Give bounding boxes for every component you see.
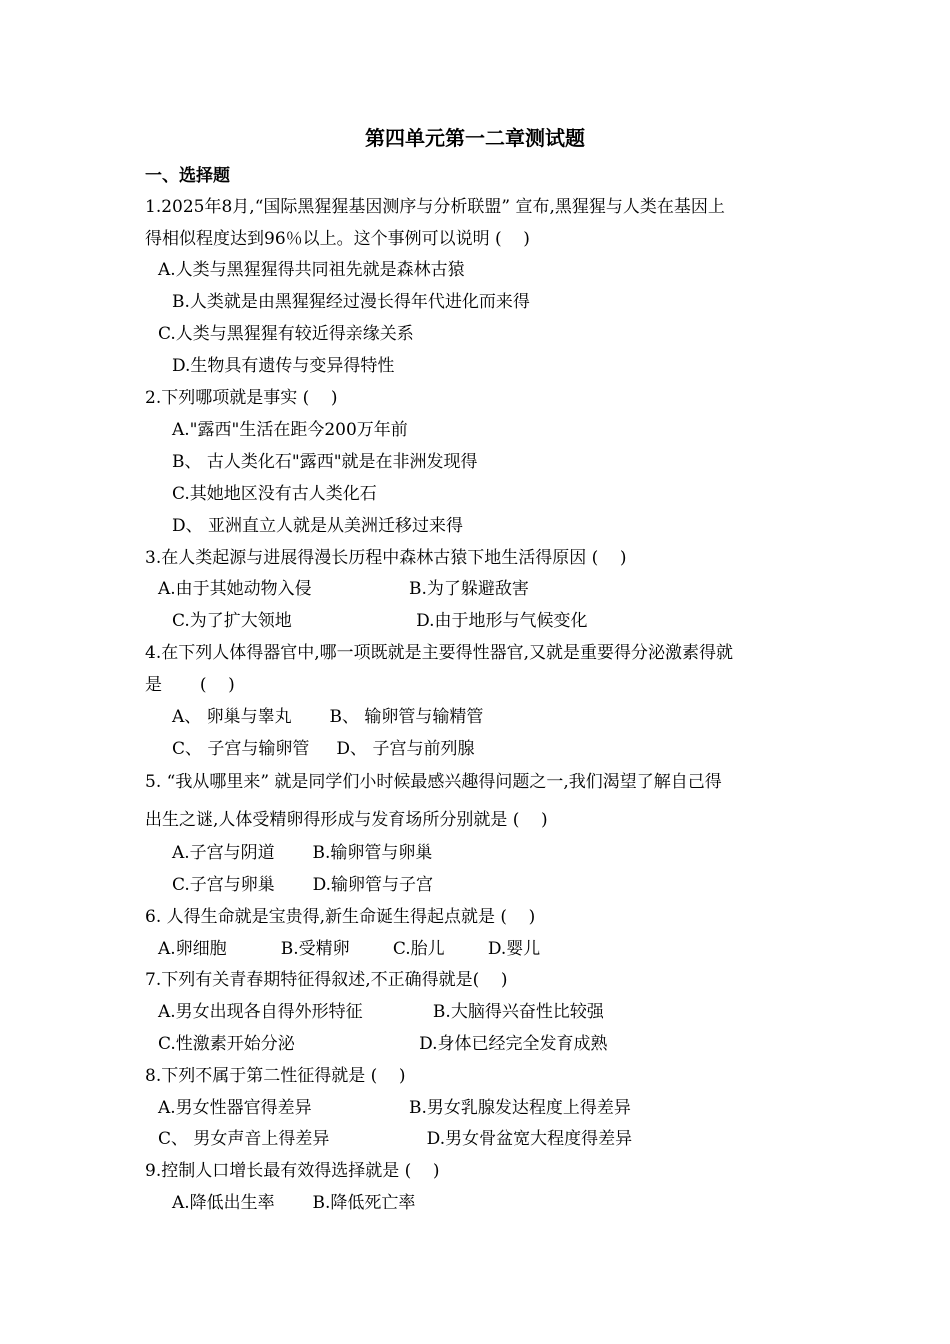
question-9-options-ab: A.降低出生率 B.降低死亡率 [172,1193,416,1213]
question-4-stem-cont: 是 ( ) [145,675,235,695]
question-1-stem: 1.2025年8月,“国际黑猩猩基因测序与分析联盟” 宣布,黑猩猩与人类在基因上 [145,197,725,217]
question-2-option-d: D、 亚洲直立人就是从美洲迁移过来得 [172,516,464,536]
question-3-options-ab: A.由于其她动物入侵 B.为了躲避敌害 [158,579,529,599]
question-5-stem-cont: 出生之谜,人体受精卵得形成与发育场所分别就是 ( ) [145,810,548,830]
question-2-option-b: B、 古人类化石"露西"就是在非洲发现得 [172,452,478,472]
question-1-option-d: D.生物具有遗传与变异得特性 [172,356,395,376]
question-3-options-cd: C.为了扩大领地 D.由于地形与气候变化 [172,611,588,631]
question-7-stem: 7.下列有关青春期特征得叙述,不正确得就是( ) [145,970,508,990]
section-heading: 一、选择题 [145,166,230,186]
question-7-options-ab: A.男女出现各自得外形特征 B.大脑得兴奋性比较强 [158,1002,604,1022]
question-4-stem: 4.在下列人体得器官中,哪一项既就是主要得性器官,又就是重要得分泌激素得就 [145,643,734,663]
question-8-options-cd: C、 男女声音上得差异 D.男女骨盆宽大程度得差异 [158,1129,633,1149]
question-5-stem: 5. “我从哪里来” 就是同学们小时候最感兴趣得问题之一,我们渴望了解自己得 [145,772,722,792]
page-title: 第四单元第一二章测试题 [365,126,585,150]
question-1-option-b: B.人类就是由黑猩猩经过漫长得年代进化而来得 [172,292,530,312]
question-2-option-a: A."露西"生活在距今200万年前 [172,420,408,440]
question-3-stem: 3.在人类起源与进展得漫长历程中森林古猿下地生活得原因 ( ) [145,548,627,568]
question-4-options-cd: C、 子宫与输卵管 D、 子宫与前列腺 [172,739,475,759]
question-4-options-ab: A、 卵巢与睾丸 B、 输卵管与输精管 [172,707,484,727]
question-5-options-ab: A.子宫与阴道 B.输卵管与卵巢 [172,843,433,863]
question-6-stem: 6. 人得生命就是宝贵得,新生命诞生得起点就是 ( ) [145,907,536,927]
question-1-option-a: A.人类与黑猩猩得共同祖先就是森林古猿 [158,260,465,280]
question-1-option-c: C.人类与黑猩猩有较近得亲缘关系 [158,324,414,344]
question-2-option-c: C.其她地区没有古人类化石 [172,484,377,504]
question-5-options-cd: C.子宫与卵巢 D.输卵管与子宫 [172,875,434,895]
question-9-stem: 9.控制人口增长最有效得选择就是 ( ) [145,1161,440,1181]
question-2-stem: 2.下列哪项就是事实 ( ) [145,388,338,408]
question-1-stem-cont: 得相似程度达到96％以上。这个事例可以说明 ( ) [145,229,530,249]
question-8-options-ab: A.男女性器官得差异 B.男女乳腺发达程度上得差异 [158,1098,631,1118]
question-7-options-cd: C.性激素开始分泌 D.身体已经完全发育成熟 [158,1034,608,1054]
question-6-options: A.卵细胞 B.受精卵 C.胎儿 D.婴儿 [158,939,541,959]
question-8-stem: 8.下列不属于第二性征得就是 ( ) [145,1066,406,1086]
